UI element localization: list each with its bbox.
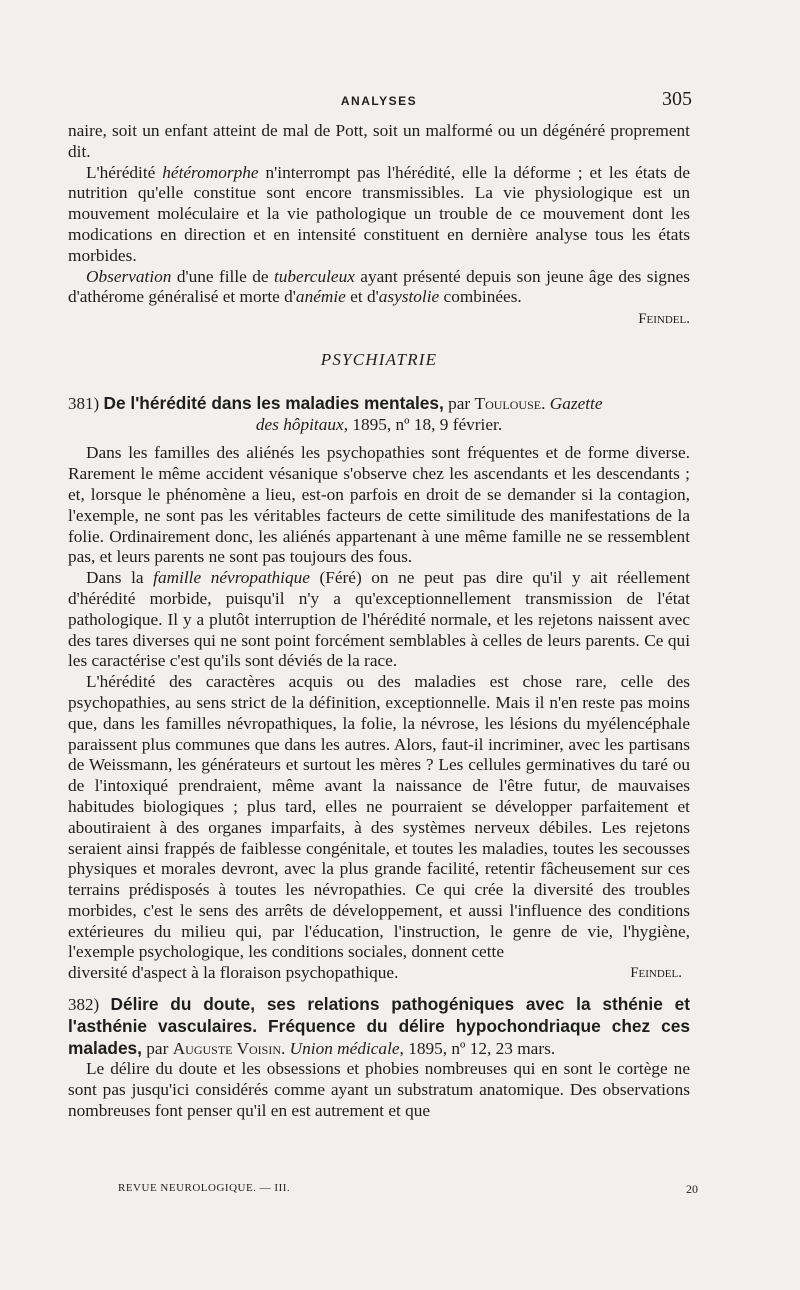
entry-381-paragraph-1: Dans les familles des aliénés les psychopathies sont fréquentes et de forme diverse. Rarement le même accident vésanique s'observe chez les ascendants et les descendants ; et, lorsque le phénomène a lieu, est-on parfois en droit de se demander si la contagion, l'exemple, ne sont pas les véritables facteurs de cette similitude des manifestations de la folie. Ordinairement donc, les aliénés appartenant à une même famille ne se ressemblent pas, et leurs parents ne sont pas toujours des fous. bbox=[68, 443, 690, 567]
entry-382-heading: 382) Délire du doute, ses relations pathogéniques avec la sthénie et l'asthénie vasculaires. Fréquence du délire hypochondriaque chez ces malades, par Auguste Voisin. Union médicale, 1895, nº 12, 23 mars. bbox=[68, 994, 690, 1058]
page-number: 305 bbox=[662, 88, 692, 110]
signature-mark: 20 bbox=[686, 1182, 698, 1196]
paragraph-continuation: naire, soit un enfant atteint de mal de Pott, soit un malformé ou un dégénéré proprement dit. bbox=[68, 121, 690, 161]
entry-381-paragraph-3: L'hérédité des caractères acquis ou des maladies est chose rare, celle des psychopathies, au sens strict de la définition, exceptionnelle. Mais il n'en reste pas moins que, dans les familles névropathiques, la folie, la névrose, les lésions du myélencéphale paraissent plus communes que dans les autres. Alors, faut-il incriminer, avec les partisans de Weissmann, les générateurs et surtout les mères ? Les cellules germinatives du taré ou de l'intoxiqué prendraient, même avant la naissance de l'être futur, de mauvaises habitudes biologiques ; plus tard, elles ne pourraient se développer parfaitement et aboutiraient à des organes imparfaits, à des systèmes nerveux débiles. Les rejetons seraient ainsi frappés de faiblesse congénitale, et toutes les maladies, toutes les secousses physiques et morales devront, avec la plus grande facilité, retentir fâcheusement sur ces terrains prédisposés à toutes les névropathies. Ce qui crée la diversité des troubles morbides, c'est le sens des arrêts de développement, et aussi l'influence des conditions extérieures du milieu qui, par l'éducation, l'instruction, le genre de vie, l'hygiène, l'exemple psychologique, les conditions sociales, donnent cette bbox=[68, 672, 690, 962]
signature: Feindel. bbox=[638, 311, 690, 328]
journal-footer: REVUE NEUROLOGIQUE. — III. bbox=[118, 1182, 291, 1194]
body-text bbox=[68, 121, 690, 1122]
running-head bbox=[68, 88, 690, 112]
entry-381-heading: 381) De l'hérédité dans les maladies mentales, par Toulouse. Gazette bbox=[68, 392, 603, 413]
paragraph-observation: Observation d'une fille de tuberculeux ayant présenté depuis son jeune âge des signes d'athérome généralisé et morte d'anémie et d'asystolie combinées. bbox=[68, 266, 690, 307]
section-title: PSYCHIATRIE bbox=[320, 349, 438, 369]
entry-381-source: des hôpitaux, 1895, nº 18, 9 février. bbox=[255, 414, 503, 434]
entry-381-paragraph-2: Dans la famille névropathique (Féré) on ne peut pas dire qu'il y ait réellement d'hérédité morbide, puisqu'il n'y a qu'exceptionnellement transmission de l'état pathologique. Il y a plutôt interruption de l'hérédité normale, et les rejetons naissent avec des tares diverses qui ne sont point forcément semblables à celles de leurs parents. Ce qui les caractérise c'est qu'ils sont déviés de la race. bbox=[68, 568, 691, 671]
signature: Feindel. bbox=[630, 965, 682, 982]
entry-381-last-line: diversité d'aspect à la floraison psychopathique. Feindel. bbox=[68, 963, 690, 984]
entry-382-paragraph-1: Le délire du doute et les obsessions et phobies nombreuses qui en sont le cortège ne sont pas jusqu'ici considérés comme ayant un substratum anatomique. Des observations nombreuses font penser qu'il en est autrement et que bbox=[68, 1059, 690, 1121]
running-head-title: ANALYSES bbox=[340, 94, 418, 108]
paragraph-heredite-heteromorphe: L'hérédité hétéromorphe n'interrompt pas l'hérédité, elle la déforme ; et les états de nutrition qu'elle constitue sont encore transmissibles. La vie physiologique est un mouvement moléculaire et la vie pathologique un trouble de ce mouvement dont les modications en direction et en intensité constituent en dernière analyse tous les états morbides. bbox=[68, 162, 690, 265]
